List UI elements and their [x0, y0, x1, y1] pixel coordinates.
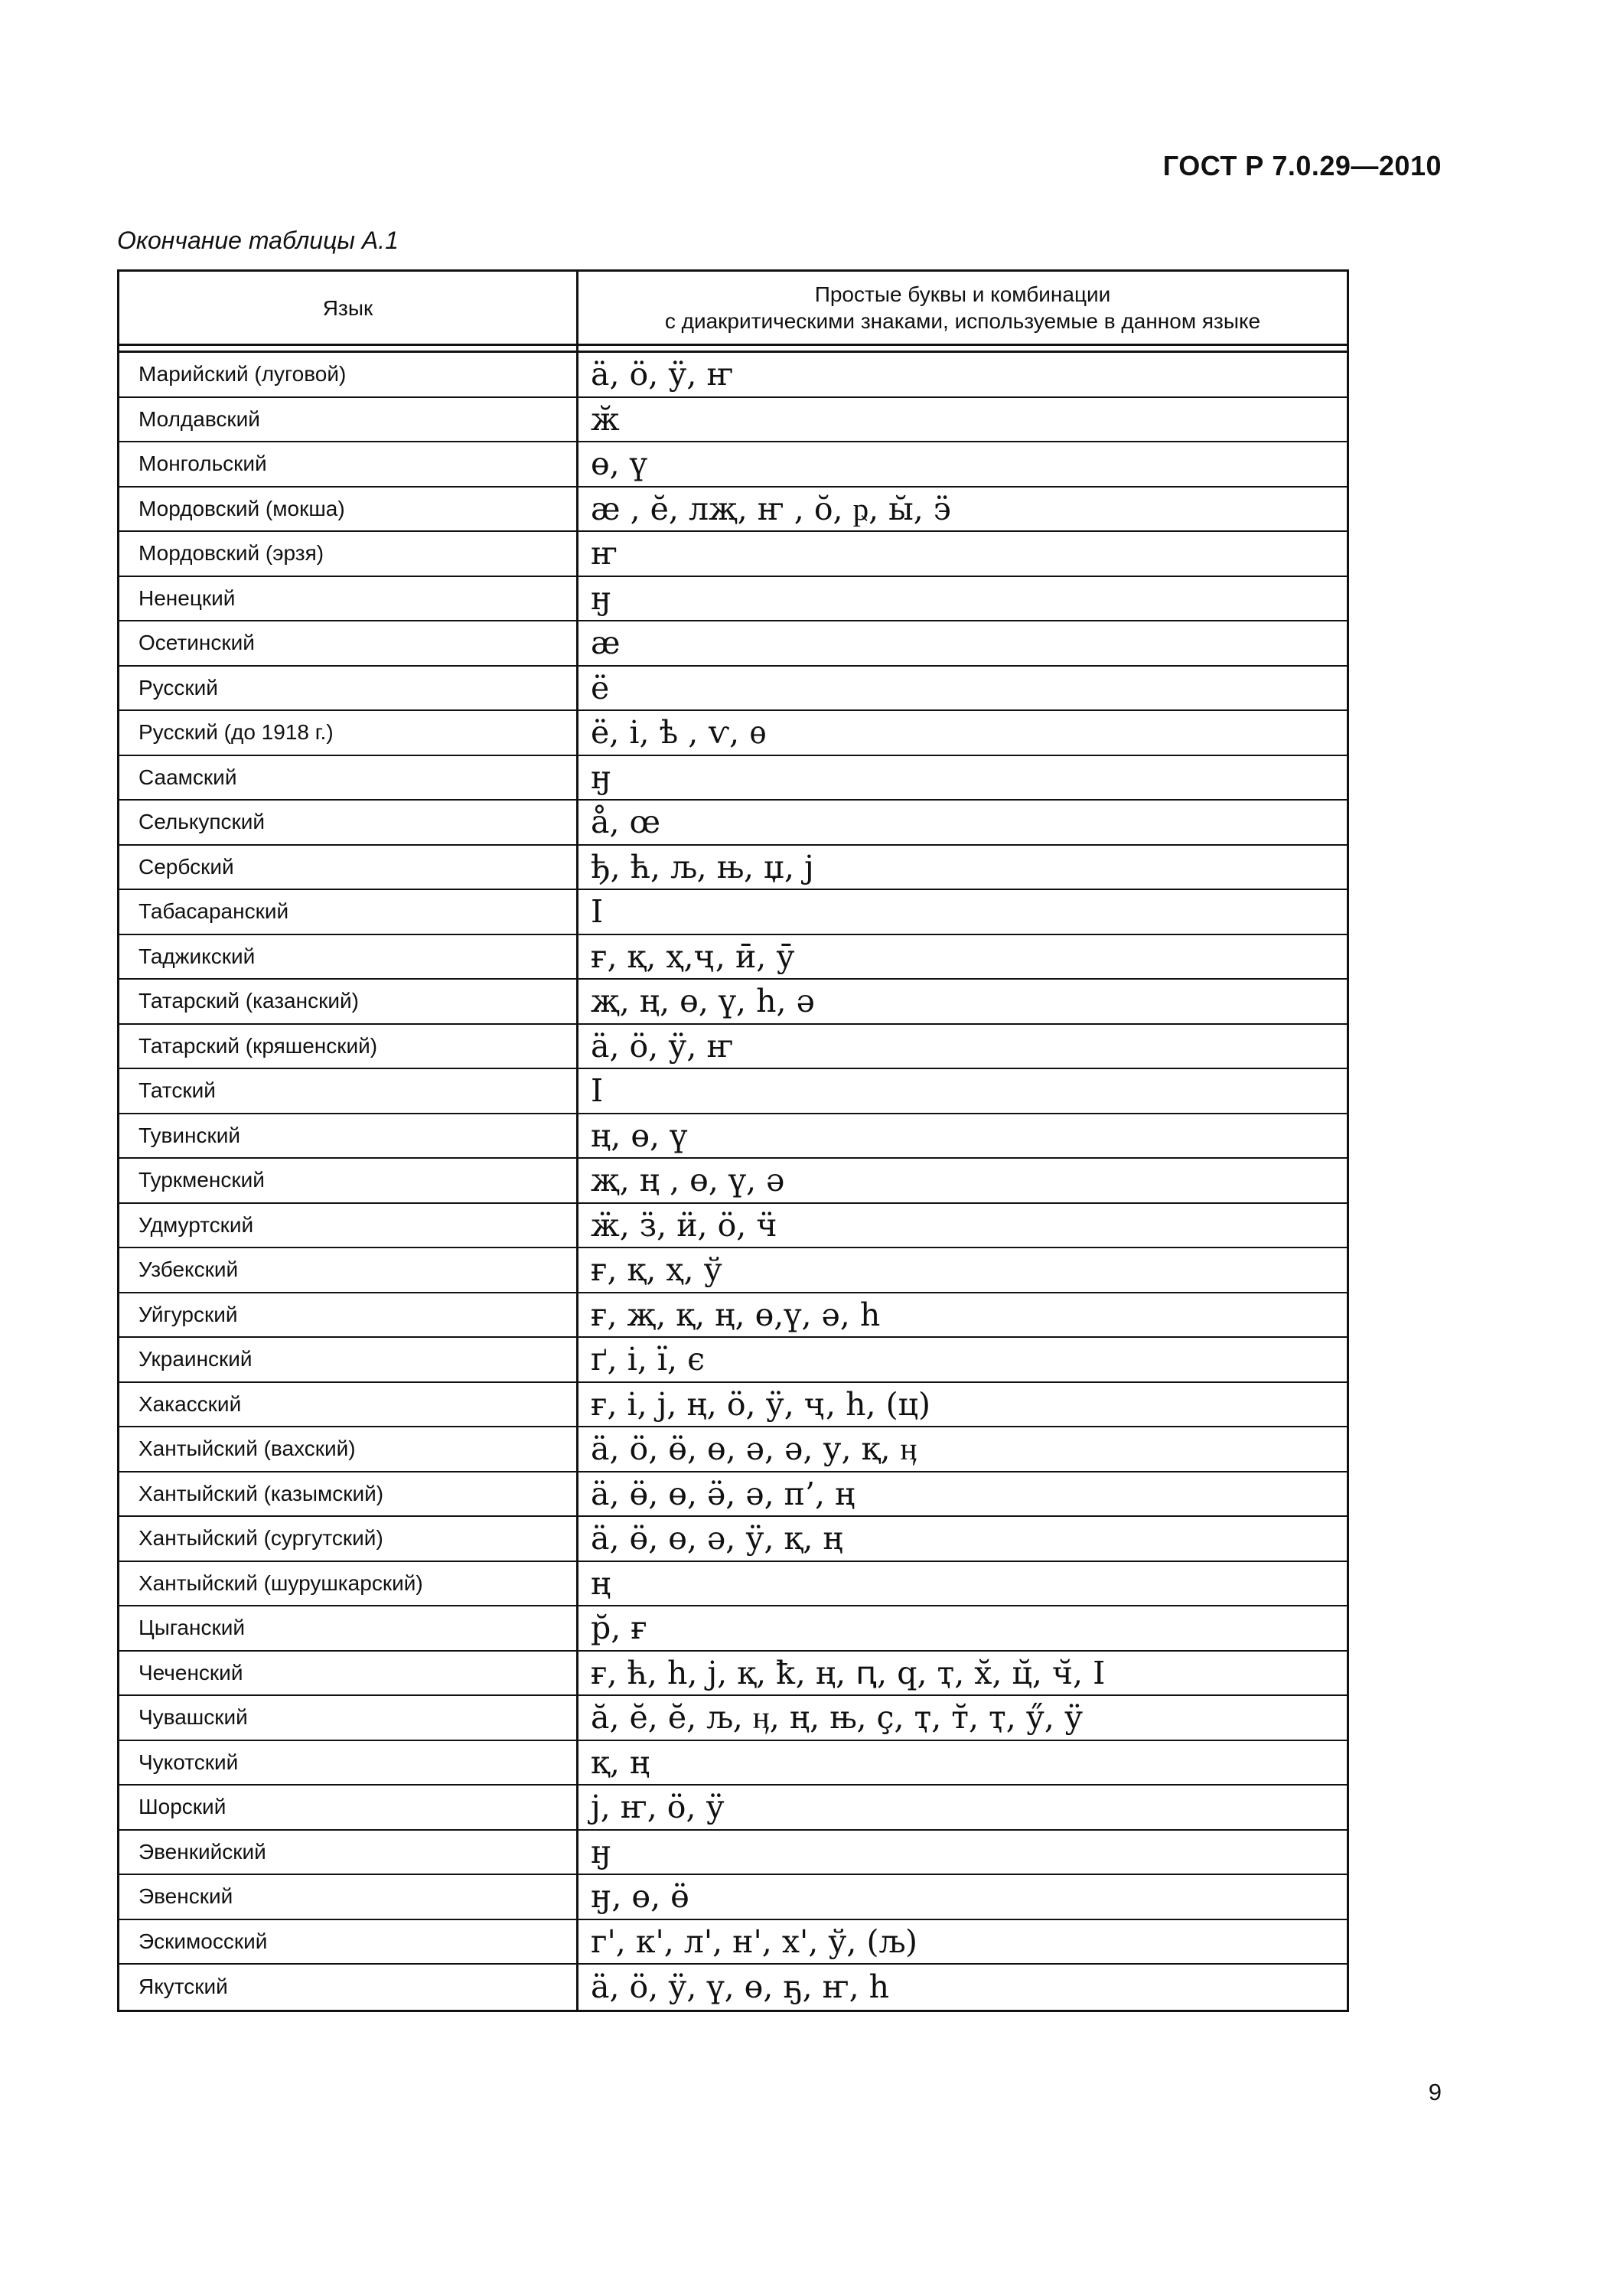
table-row — [119, 488, 1347, 533]
language-cell: Русский — [119, 667, 578, 710]
table-row — [119, 1652, 1347, 1697]
language-cell: Ненецкий — [119, 577, 578, 621]
table-row — [119, 935, 1347, 980]
letters-cell: қ, ң — [591, 1743, 650, 1781]
table-row — [119, 801, 1347, 846]
language-cell: Чукотский — [119, 1741, 578, 1785]
letters-cell: ғ, қ, ҳ, ў — [591, 1251, 722, 1289]
table-row — [119, 890, 1347, 935]
language-cell: Тувинский — [119, 1114, 578, 1158]
letters-cell: г', к', л', н', х', ў, (љ) — [591, 1923, 918, 1960]
language-cell: Чеченский — [119, 1652, 578, 1695]
language-cell: Марийский (луговой) — [119, 353, 578, 396]
language-cell: Табасаранский — [119, 890, 578, 934]
alphabet-table — [117, 269, 1349, 2012]
table-row — [119, 1025, 1347, 1070]
table-row — [119, 532, 1347, 577]
letters-cell: ӕ — [591, 625, 621, 662]
language-cell: Монгольский — [119, 442, 578, 486]
letters-cell: ӓ, ӧ, ӫ, ө, ә, ә, у, қ, ӊ — [591, 1430, 917, 1468]
table-row — [119, 1741, 1347, 1786]
language-cell: Хантыйский (вахский) — [119, 1427, 578, 1471]
letters-cell: ө, ү — [591, 445, 647, 483]
letters-cell: Ӏ — [591, 893, 604, 931]
table-row — [119, 667, 1347, 712]
table-header-row — [119, 272, 1347, 346]
letters-cell: ң — [591, 1564, 611, 1602]
letters-cell: җ, ң , ө, ү, ә — [591, 1162, 785, 1199]
letters-cell: ӑ, ӗ, ӗ, љ, ӊ, ң, њ, ҫ, ҭ, т̆, ҭ, ӳ, ӱ — [591, 1699, 1084, 1737]
language-cell: Эвенский — [119, 1875, 578, 1919]
table-row — [119, 1517, 1347, 1562]
language-cell: Мордовский (мокша) — [119, 488, 578, 531]
letters-cell: Ӏ — [591, 1072, 604, 1110]
table-row — [119, 1875, 1347, 1920]
letters-cell: ӈ — [591, 1833, 612, 1870]
table-row — [119, 1427, 1347, 1473]
letters-cell: å, œ — [591, 804, 661, 841]
letters-cell: ӝ, ӟ, ӥ, ӧ, ӵ — [591, 1206, 777, 1244]
language-cell: Таджикский — [119, 935, 578, 979]
table-caption: Окончание таблицы А.1 — [117, 227, 399, 254]
letters-cell: ғ, җ, қ, ң, ө,ү, ә, һ — [591, 1296, 881, 1333]
table-row — [119, 398, 1347, 443]
letters-cell: ӓ, ӧ, ӱ, ҥ — [591, 356, 734, 393]
language-cell: Осетинский — [119, 621, 578, 665]
letters-cell: ғ, і, ј, ң, ӧ, ӱ, ҷ, һ, (ц) — [591, 1385, 930, 1423]
letters-cell: ғ, қ, ҳ,ҷ, ӣ, ӯ — [591, 938, 795, 975]
language-cell: Удмуртский — [119, 1204, 578, 1247]
letters-cell: ј, ҥ, ӧ, ӱ — [591, 1789, 725, 1826]
letters-cell: ђ, ћ, љ, њ, џ, ј — [591, 848, 814, 885]
letters-cell: ӓ, ӫ, ө, ә, ӱ, қ, ң — [591, 1520, 843, 1557]
table-row — [119, 1114, 1347, 1159]
letters-cell: ё, і, ѣ , ѵ, ѳ — [591, 714, 767, 752]
table-row — [119, 1338, 1347, 1383]
letters-cell: ӓ, ӧ, ӱ, ү, ө, ҕ, ҥ, һ — [591, 1968, 890, 2006]
header-gap-left — [119, 346, 578, 351]
language-cell: Туркменский — [119, 1159, 578, 1202]
table-row — [119, 1159, 1347, 1204]
language-cell: Хакасский — [119, 1383, 578, 1427]
language-cell: Уйгурский — [119, 1293, 578, 1337]
letters-cell: ғ, ћ, һ, ј, қ, ҟ, ң, ԥ, ԛ, ҭ, х̆, ц̆, ч̆, Ӏ — [591, 1654, 1106, 1691]
header-language: Язык — [119, 272, 578, 344]
letters-cell: ӈ — [591, 579, 612, 617]
page-number: 9 — [1428, 2079, 1442, 2105]
language-cell: Сербский — [119, 846, 578, 889]
header-letters-line2: с диакритическими знаками, используемые в данном языке — [664, 309, 1261, 333]
language-cell: Татарский (казанский) — [119, 980, 578, 1023]
language-cell: Мордовский (эрзя) — [119, 532, 578, 576]
table-row — [119, 1786, 1347, 1831]
table-row — [119, 353, 1347, 398]
table-row — [119, 442, 1347, 488]
language-cell: Украинский — [119, 1338, 578, 1381]
letters-cell: ё — [591, 669, 610, 706]
letters-cell: җ, ң, ө, ү, һ, ә — [591, 983, 815, 1020]
letters-cell: ң, ө, ү — [591, 1117, 688, 1154]
language-cell: Цыганский — [119, 1606, 578, 1650]
document-code: ГОСТ Р 7.0.29—2010 — [1162, 150, 1442, 181]
header-letters-line1: Простые буквы и комбинации — [814, 282, 1111, 306]
letters-cell: ӓ, ӧ, ӱ, ҥ — [591, 1027, 734, 1065]
table-row — [119, 1204, 1347, 1249]
language-cell: Хантыйский (казымский) — [119, 1473, 578, 1516]
language-cell: Саамский — [119, 756, 578, 800]
table-body — [119, 353, 1347, 2010]
header-letters — [578, 272, 1347, 344]
letters-cell: ӈ — [591, 758, 612, 796]
letters-cell: ґ, і, ї, є — [591, 1341, 706, 1378]
header-gap-right — [578, 346, 1347, 351]
language-cell: Шорский — [119, 1786, 578, 1829]
language-cell: Якутский — [119, 1965, 578, 2010]
table-row — [119, 1965, 1347, 2010]
letters-cell: ӂ — [591, 400, 620, 438]
table-row — [119, 1383, 1347, 1428]
letters-cell: ӈ, ө, ӫ — [591, 1878, 689, 1916]
language-cell: Чувашский — [119, 1696, 578, 1740]
table-row — [119, 1831, 1347, 1876]
table-row — [119, 1696, 1347, 1741]
letters-cell: ӓ, ӫ, ө, ӛ, ә, п’, ң — [591, 1475, 855, 1512]
language-cell: Татарский (кряшенский) — [119, 1025, 578, 1068]
table-row — [119, 756, 1347, 801]
table-row — [119, 711, 1347, 756]
language-cell: Хантыйский (шурушкарский) — [119, 1562, 578, 1606]
table-row — [119, 1473, 1347, 1518]
table-row — [119, 577, 1347, 622]
header-double-rule — [119, 346, 1347, 353]
table-row — [119, 846, 1347, 891]
table-row — [119, 1069, 1347, 1114]
table-row — [119, 621, 1347, 667]
table-row — [119, 1606, 1347, 1652]
language-cell: Хантыйский (сургутский) — [119, 1517, 578, 1561]
language-cell: Эвенкийский — [119, 1831, 578, 1874]
table-row — [119, 1248, 1347, 1293]
letters-cell: р̆, ғ — [591, 1609, 647, 1647]
letters-cell: ҥ — [591, 535, 618, 572]
language-cell: Молдавский — [119, 398, 578, 442]
table-row — [119, 1920, 1347, 1965]
table-row — [119, 1562, 1347, 1607]
table-row — [119, 980, 1347, 1025]
language-cell: Узбекский — [119, 1248, 578, 1292]
language-cell: Эскимосский — [119, 1920, 578, 1964]
language-cell: Русский (до 1918 г.) — [119, 711, 578, 755]
letters-cell: ӕ , ӗ, лҗ, ҥ , ŏ, ҏ, ы̆, ӭ — [591, 490, 951, 527]
table-row — [119, 1293, 1347, 1339]
language-cell: Селькупский — [119, 801, 578, 844]
language-cell: Татский — [119, 1069, 578, 1113]
